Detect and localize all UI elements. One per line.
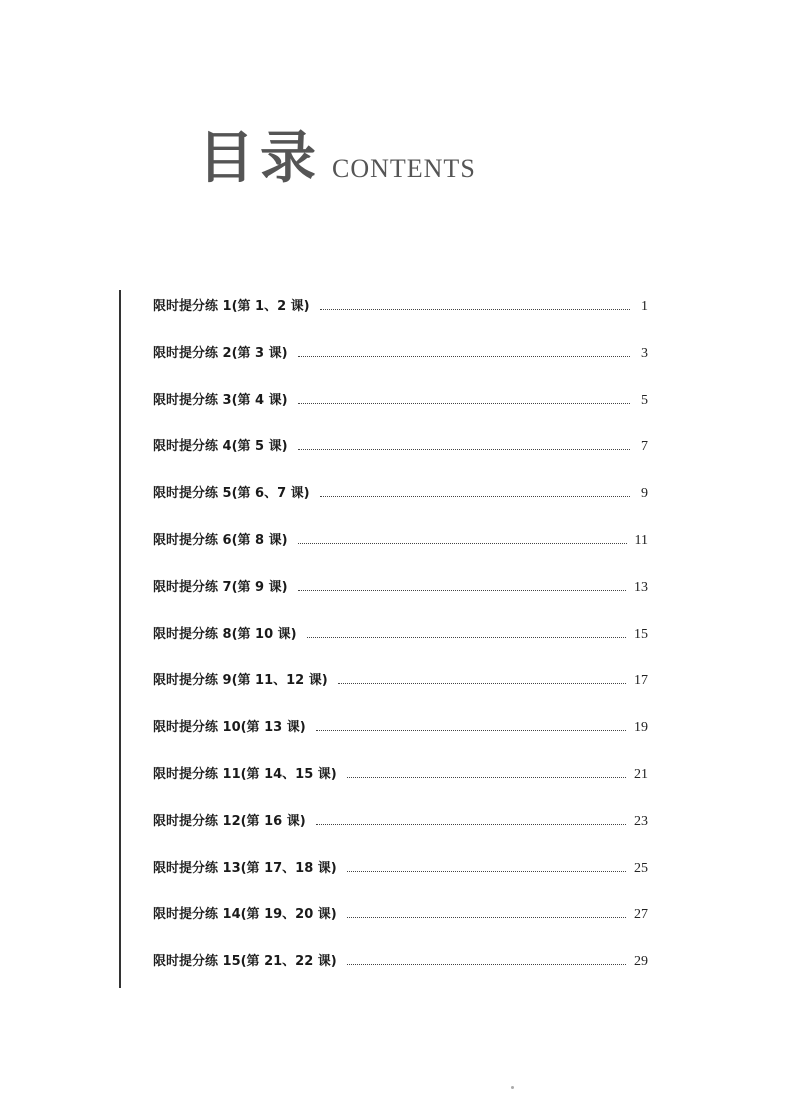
toc-entry-title: 限时提分练 6(第 8 课): [153, 532, 288, 548]
toc-entry-page: 13: [634, 579, 648, 595]
toc-entry-title: 限时提分练 9(第 11、12 课): [153, 673, 328, 689]
toc-entry-title: 限时提分练 7(第 9 课): [153, 579, 288, 595]
toc-entry-6[interactable]: [153, 530, 648, 577]
dot-leader: [316, 717, 626, 731]
dot-leader: [347, 764, 626, 778]
dot-leader: [347, 904, 626, 918]
toc-entry-title: 限时提分练 13(第 17、18 课): [153, 860, 337, 876]
left-vertical-rule: [119, 290, 121, 988]
toc-entry-page: 9: [641, 486, 648, 502]
dot-leader: [307, 624, 626, 638]
dot-leader: [298, 343, 630, 357]
toc-entry-10[interactable]: [153, 717, 648, 764]
dot-leader: [338, 670, 626, 684]
toc-entry-2[interactable]: [153, 343, 648, 390]
toc-entry-page: 29: [634, 954, 648, 970]
toc-entry-title: 限时提分练 1(第 1、2 课): [153, 299, 310, 314]
toc-entry-8[interactable]: [153, 624, 648, 671]
toc-entry-title: 限时提分练 15(第 21、22 课): [153, 954, 337, 970]
toc-entry-page: 5: [641, 392, 648, 408]
toc-entry-title: 限时提分练 14(第 19、20 课): [153, 907, 337, 923]
title-chinese: 目录: [198, 125, 322, 191]
toc-entry-title: 限时提分练 5(第 6、7 课): [153, 486, 310, 502]
title-english: CONTENTS: [332, 154, 476, 183]
toc-entry-title: 限时提分练 8(第 10 课): [153, 626, 297, 642]
toc-entry-15[interactable]: [153, 951, 648, 998]
dot-leader: [347, 858, 626, 872]
toc-entry-page: 3: [641, 345, 648, 361]
dot-leader: [320, 483, 630, 497]
dot-leader: [298, 577, 626, 591]
page-title: [198, 125, 476, 191]
toc-entry-3[interactable]: [153, 390, 648, 437]
toc-entry-1[interactable]: [153, 296, 648, 343]
dot-leader: [298, 530, 627, 544]
toc-entry-page: 19: [634, 720, 648, 736]
dot-leader: [320, 296, 630, 310]
toc-entry-title: 限时提分练 3(第 4 课): [153, 392, 288, 408]
toc-entry-7[interactable]: [153, 577, 648, 624]
toc-entry-4[interactable]: [153, 436, 648, 483]
toc-entry-page: 1: [641, 299, 648, 314]
toc-entry-page: 25: [634, 860, 648, 876]
dot-leader: [298, 390, 630, 404]
toc-entry-13[interactable]: [153, 858, 648, 905]
toc-entry-5[interactable]: [153, 483, 648, 530]
toc-entry-page: 21: [634, 766, 648, 782]
toc-entry-12[interactable]: [153, 811, 648, 858]
toc-entry-9[interactable]: [153, 670, 648, 717]
toc-entry-title: 限时提分练 12(第 16 课): [153, 813, 306, 829]
dot-leader: [347, 951, 626, 965]
toc-entry-page: 11: [634, 532, 648, 548]
toc-entry-page: 15: [634, 626, 648, 642]
dot-leader: [316, 811, 626, 825]
toc-entry-title: 限时提分练 10(第 13 课): [153, 720, 306, 736]
toc-entry-14[interactable]: [153, 904, 648, 951]
toc-entry-title: 限时提分练 4(第 5 课): [153, 439, 288, 455]
dot-leader: [298, 436, 630, 450]
toc-entry-11[interactable]: [153, 764, 648, 811]
toc-entry-title: 限时提分练 11(第 14、15 课): [153, 766, 337, 782]
toc-entry-page: 27: [634, 907, 648, 923]
toc-entry-page: 23: [634, 813, 648, 829]
table-of-contents: [153, 296, 648, 998]
toc-entry-page: 17: [634, 673, 648, 689]
toc-entry-title: 限时提分练 2(第 3 课): [153, 345, 288, 361]
toc-entry-page: 7: [641, 439, 648, 455]
page-bottom-mark: [511, 1086, 514, 1089]
